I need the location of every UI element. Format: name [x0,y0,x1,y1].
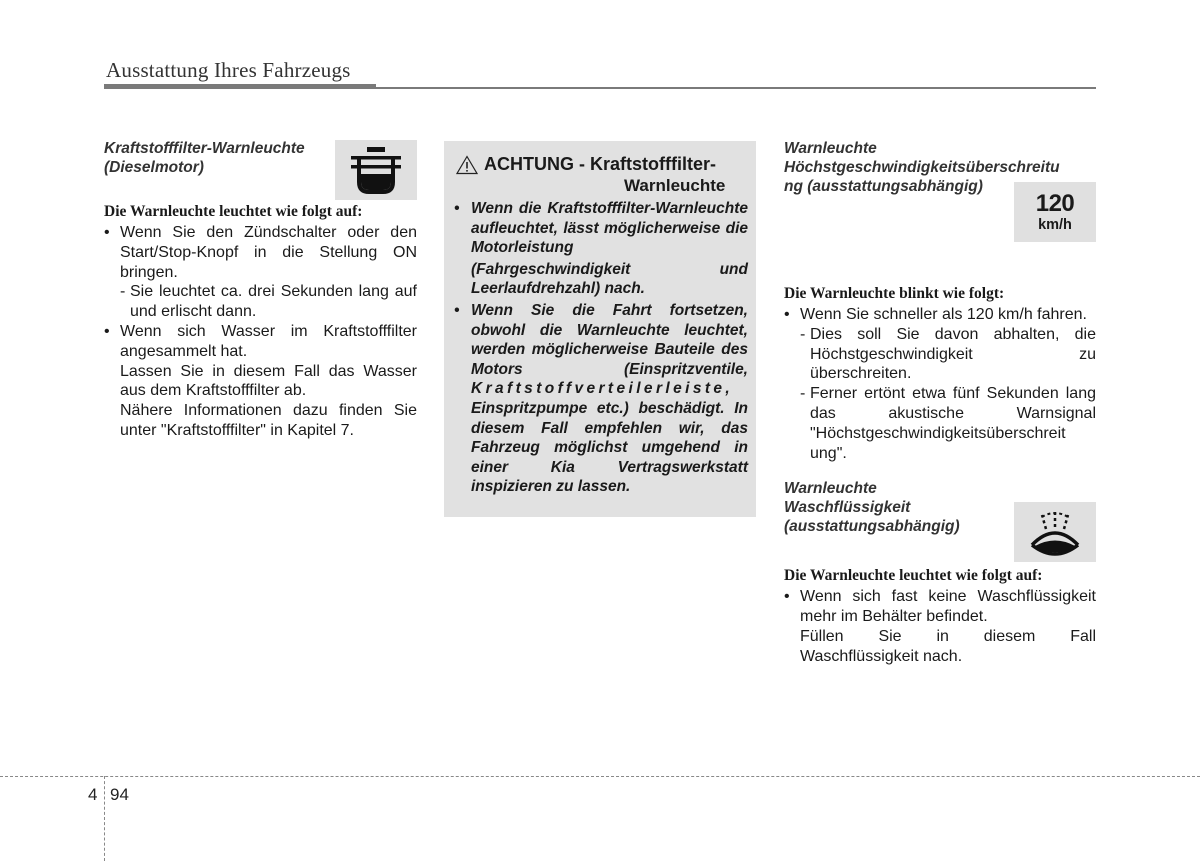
bullet-item: • Wenn Sie den Zündschalter oder den Start/Stop-Knopf in die Stellung ON bringen. [104,223,417,282]
section-title-washer: Warnleuchte Waschflüssigkeit (ausstattungsabhängig) [784,480,960,536]
paragraph: Füllen Sie in diesem Fall Waschflüssigkeit nach. [800,627,1096,665]
warning-bullet: • Wenn Sie die Fahrt fortsetzen, obwohl die Warnleuchte leuchtet, werden möglicherweise Bauteile des Motors (Einspritzventile, Kraftstoffverteilerleiste, Einspritzpumpe etc.) beschädigt. In diesem Fall empfehlen wir, das Fahrzeug möglichst umgehend in einer Kia Vertragswerkstatt inspizieren zu lassen. [454,301,748,497]
section-title-speed: Warnleuchte Höchstgeschwindigkeitsüberschreitu ng (ausstattungsabhängig) [784,140,1060,195]
page-header-title: Ausstattung Ihres Fahrzeugs [106,58,351,82]
bullet-item: • Wenn sich Wasser im Kraftstofffilter angesammelt hat. [104,322,417,362]
fuel-filter-icon [335,140,417,200]
warning-title-line2: Warnleuchte [624,176,726,195]
subheading: Die Warnleuchte leuchtet wie folgt auf: [784,567,1043,585]
sub-item: - Dies soll Sie davon abhalten, die Höchstgeschwindigkeit zu überschreiten. [800,325,1096,383]
paragraph: Lassen Sie in diesem Fall das Wasser aus dem Kraftstofffilter ab. [120,362,417,400]
speed-limit-value: 120 [1035,189,1075,217]
speed-limit-icon [1014,182,1096,242]
warning-title: ACHTUNG - Kraftstofffilter- [484,154,716,174]
warning-box [444,141,756,517]
bullet-item: • Wenn Sie schneller als 120 km/h fahren. [784,305,1096,325]
footer-dashed-rule [0,776,1200,777]
paragraph: Nähere Informationen dazu finden Sie unter "Kraftstofffilter" in Kapitel 7. [120,402,417,439]
section-title-fuel-filter: Kraftstofffilter-Warnleuchte (Dieselmotor) [104,140,305,176]
sub-item: - Ferner ertönt etwa fünf Sekunden lang das akustische Warnsignal "Höchstgeschwindigkeitsüberschreit ung". [800,385,1096,462]
warning-body [454,199,748,497]
page-number: 94 [110,785,129,804]
warning-bullet: • Wenn die Kraftstofffilter-Warnleuchte aufleuchtet, lässt möglicherweise die Motorleistung [454,199,748,258]
sub-item: - Sie leuchtet ca. drei Sekunden lang auf und erlischt dann. [120,283,417,321]
washer-fluid-icon [1014,502,1096,562]
header-rule-thin [376,87,1096,89]
speed-limit-unit: km/h [1038,216,1072,233]
warning-paragraph: (Fahrgeschwindigkeit und Leerlaufdrehzahl) nach. [471,260,748,298]
bullet-item: • Wenn sich fast keine Waschflüssigkeit mehr im Behälter befindet. [784,587,1096,627]
subheading: Die Warnleuchte leuchtet wie folgt auf: [104,203,363,220]
chapter-number: 4 [88,785,98,804]
header-rule-thick [104,84,376,89]
footer-dashed-divider [104,776,105,861]
warning-triangle-icon [456,155,478,175]
subheading: Die Warnleuchte blinkt wie folgt: [784,285,1005,302]
